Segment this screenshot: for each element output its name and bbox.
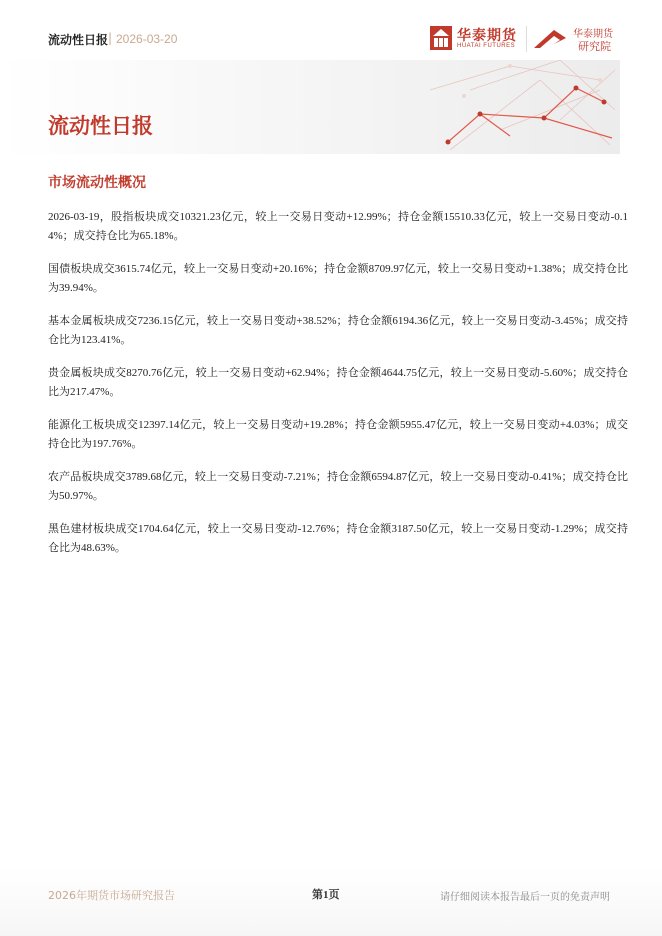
header-report-name: 流动性日报 [48, 33, 109, 47]
logo-divider [526, 26, 527, 52]
paragraph-stock-index: 2026-03-19，股指板块成交10321.23亿元，较上一交易日变动+12.99%；持仓金额15510.33亿元，较上一交易日变动-0.14%；成交持仓比为65.18%。 [48, 211, 628, 242]
company-name-en: HUATAI FUTURES [457, 43, 516, 49]
paragraph-agriculture: 农产品板块成交3789.68亿元，较上一交易日变动-7.21%；持仓金额6594.87亿元，较上一交易日变动-0.41%；成交持仓比为50.97%。 [48, 471, 628, 502]
institute-name-line2: 研究院 [578, 40, 611, 53]
paragraph-list [48, 208, 628, 572]
paragraph-precious-metals: 贵金属板块成交8270.76亿元，较上一交易日变动+62.94%；持仓金额4644.75亿元，较上一交易日变动-5.60%；成交持仓比为217.47%。 [48, 367, 628, 398]
footer-report-title: 2026年期货市场研究报告 [48, 889, 175, 902]
section-title: 市场流动性概况 [48, 175, 146, 191]
institute-logo-icon [532, 28, 568, 50]
main-title: 流动性日报 [48, 114, 153, 138]
huatai-logo-icon [430, 26, 452, 50]
paragraph-base-metals: 基本金属板块成交7236.15亿元，较上一交易日变动+38.52%；持仓金额6194.36亿元，较上一交易日变动-3.45%；成交持仓比为123.41%。 [48, 315, 628, 346]
footer-disclaimer-note: 请仔细阅读本报告最后一页的免责声明 [440, 892, 610, 903]
institute-name-line1: 华泰期货 [573, 29, 613, 40]
paragraph-treasury: 国债板块成交3615.74亿元，较上一交易日变动+20.16%；持仓金额8709.97亿元，较上一交易日变动+1.38%；成交持仓比为39.94%。 [48, 263, 628, 294]
paragraph-ferrous-building: 黑色建材板块成交1704.64亿元，较上一交易日变动-12.76%；持仓金额3187.50亿元，较上一交易日变动-1.29%；成交持仓比为48.63%。 [48, 523, 628, 554]
footer-page-number: 第1页 [312, 889, 340, 901]
paragraph-energy-chemical: 能源化工板块成交12397.14亿元，较上一交易日变动+19.28%；持仓金额5955.47亿元，较上一交易日变动+4.03%；成交持仓比为197.76%。 [48, 419, 628, 450]
page-header [0, 0, 662, 60]
header-date: 2026-03-20 [116, 32, 178, 46]
header-separator: | [108, 31, 113, 45]
company-name-cn: 华泰期货 [457, 28, 517, 44]
